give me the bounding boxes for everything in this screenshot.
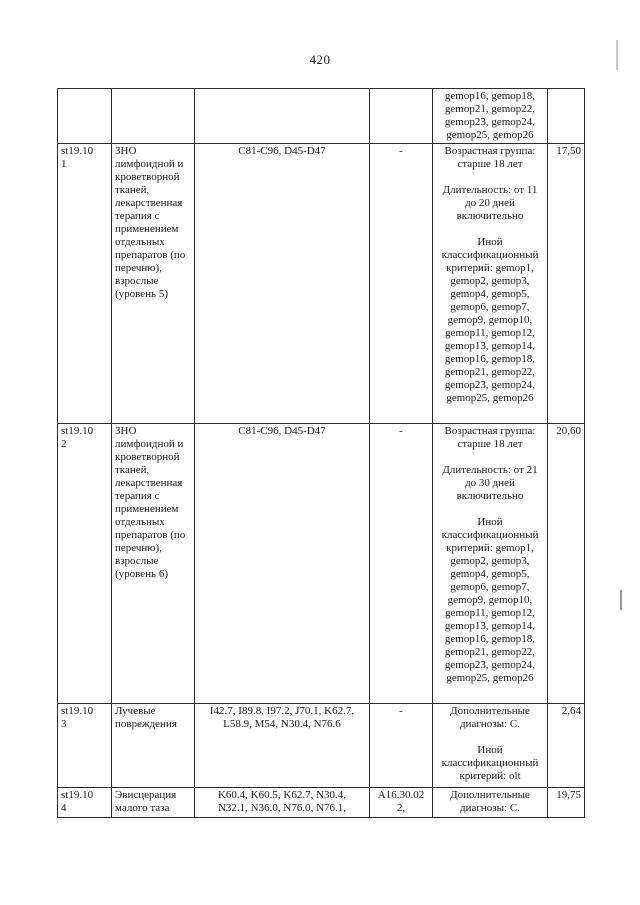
ksg-code-cell: st19.10 4: [58, 788, 112, 818]
criteria-cell: gemop16, gemop18, gemop21, gemop22, gemop23, gemop24, gemop25, gemop26: [433, 89, 548, 144]
service-code-cell: [370, 89, 433, 144]
margin-scan-mark: [620, 590, 622, 610]
margin-scan-mark: [616, 40, 618, 70]
service-code-cell: A16.30.02 2,: [370, 788, 433, 818]
coefficient-cell: 17,50: [548, 144, 585, 424]
ksg-name-cell: ЗНО лимфоидной и кроветворной тканей, лекарственная терапия с применением отдельных препаратов (по перечню), взрослые (уровень 5): [112, 144, 195, 424]
ksg-name-cell: ЗНО лимфоидной и кроветворной тканей, лекарственная терапия с применением отдельных препаратов (по перечню), взрослые (уровень 6): [112, 424, 195, 704]
tariff-table: [57, 88, 585, 818]
diagnosis-codes-cell: [195, 89, 370, 144]
ksg-name-cell: [112, 89, 195, 144]
table-row: [58, 788, 585, 818]
criteria-cell: Дополнительные диагнозы: С. Иной классификационный критерий: olt: [433, 704, 548, 788]
ksg-code-cell: st19.10 2: [58, 424, 112, 704]
table-row: [58, 144, 585, 424]
diagnosis-codes-cell: I42.7, I89.8, I97.2, J70.1, K62.7, L58.9, M54, N30.4, N76.6: [195, 704, 370, 788]
page-number: 420: [309, 52, 331, 67]
ksg-code-cell: st19.10 1: [58, 144, 112, 424]
diagnosis-codes-cell: C81-C96, D45-D47: [195, 144, 370, 424]
service-code-cell: -: [370, 424, 433, 704]
coefficient-cell: 20,60: [548, 424, 585, 704]
ksg-name-cell: Эвисцерация малого таза: [112, 788, 195, 818]
criteria-cell: Возрастная группа: старше 18 лет Длительность: от 21 до 30 дней включительно Иной классификационный критерий: gemop1, gemop2, gemop3, gemop4, gemop5, gemop6, gemop7, gemop9, gemop10, gemop11, gemop12, gemop13, gemop14, gemop16, gemop18, gemop21, gemop22, gemop23, gemop24, gemop25, gemop26: [433, 424, 548, 704]
service-code-cell: -: [370, 144, 433, 424]
diagnosis-codes-cell: K60.4, K60.5, K62.7, N30.4, N32.1, N36.0, N76.0, N76.1,: [195, 788, 370, 818]
ksg-code-cell: st19.10 3: [58, 704, 112, 788]
service-code-cell: -: [370, 704, 433, 788]
diagnosis-codes-cell: C81-C96, D45-D47: [195, 424, 370, 704]
criteria-cell: Возрастная группа: старше 18 лет Длительность: от 11 до 20 дней включительно Иной классификационный критерий: gemop1, gemop2, gemop3, gemop4, gemop5, gemop6, gemop7, gemop9, gemop10, gemop11, gemop12, gemop13, gemop14, gemop16, gemop18, gemop21, gemop22, gemop23, gemop24, gemop25, gemop26: [433, 144, 548, 424]
ksg-name-cell: Лучевые повреждения: [112, 704, 195, 788]
ksg-code-cell: [58, 89, 112, 144]
coefficient-cell: 2,64: [548, 704, 585, 788]
table-row: [58, 424, 585, 704]
table-row: [58, 89, 585, 144]
criteria-cell: Дополнительные диагнозы: С.: [433, 788, 548, 818]
table-row: [58, 704, 585, 788]
coefficient-cell: [548, 89, 585, 144]
coefficient-cell: 19,75: [548, 788, 585, 818]
